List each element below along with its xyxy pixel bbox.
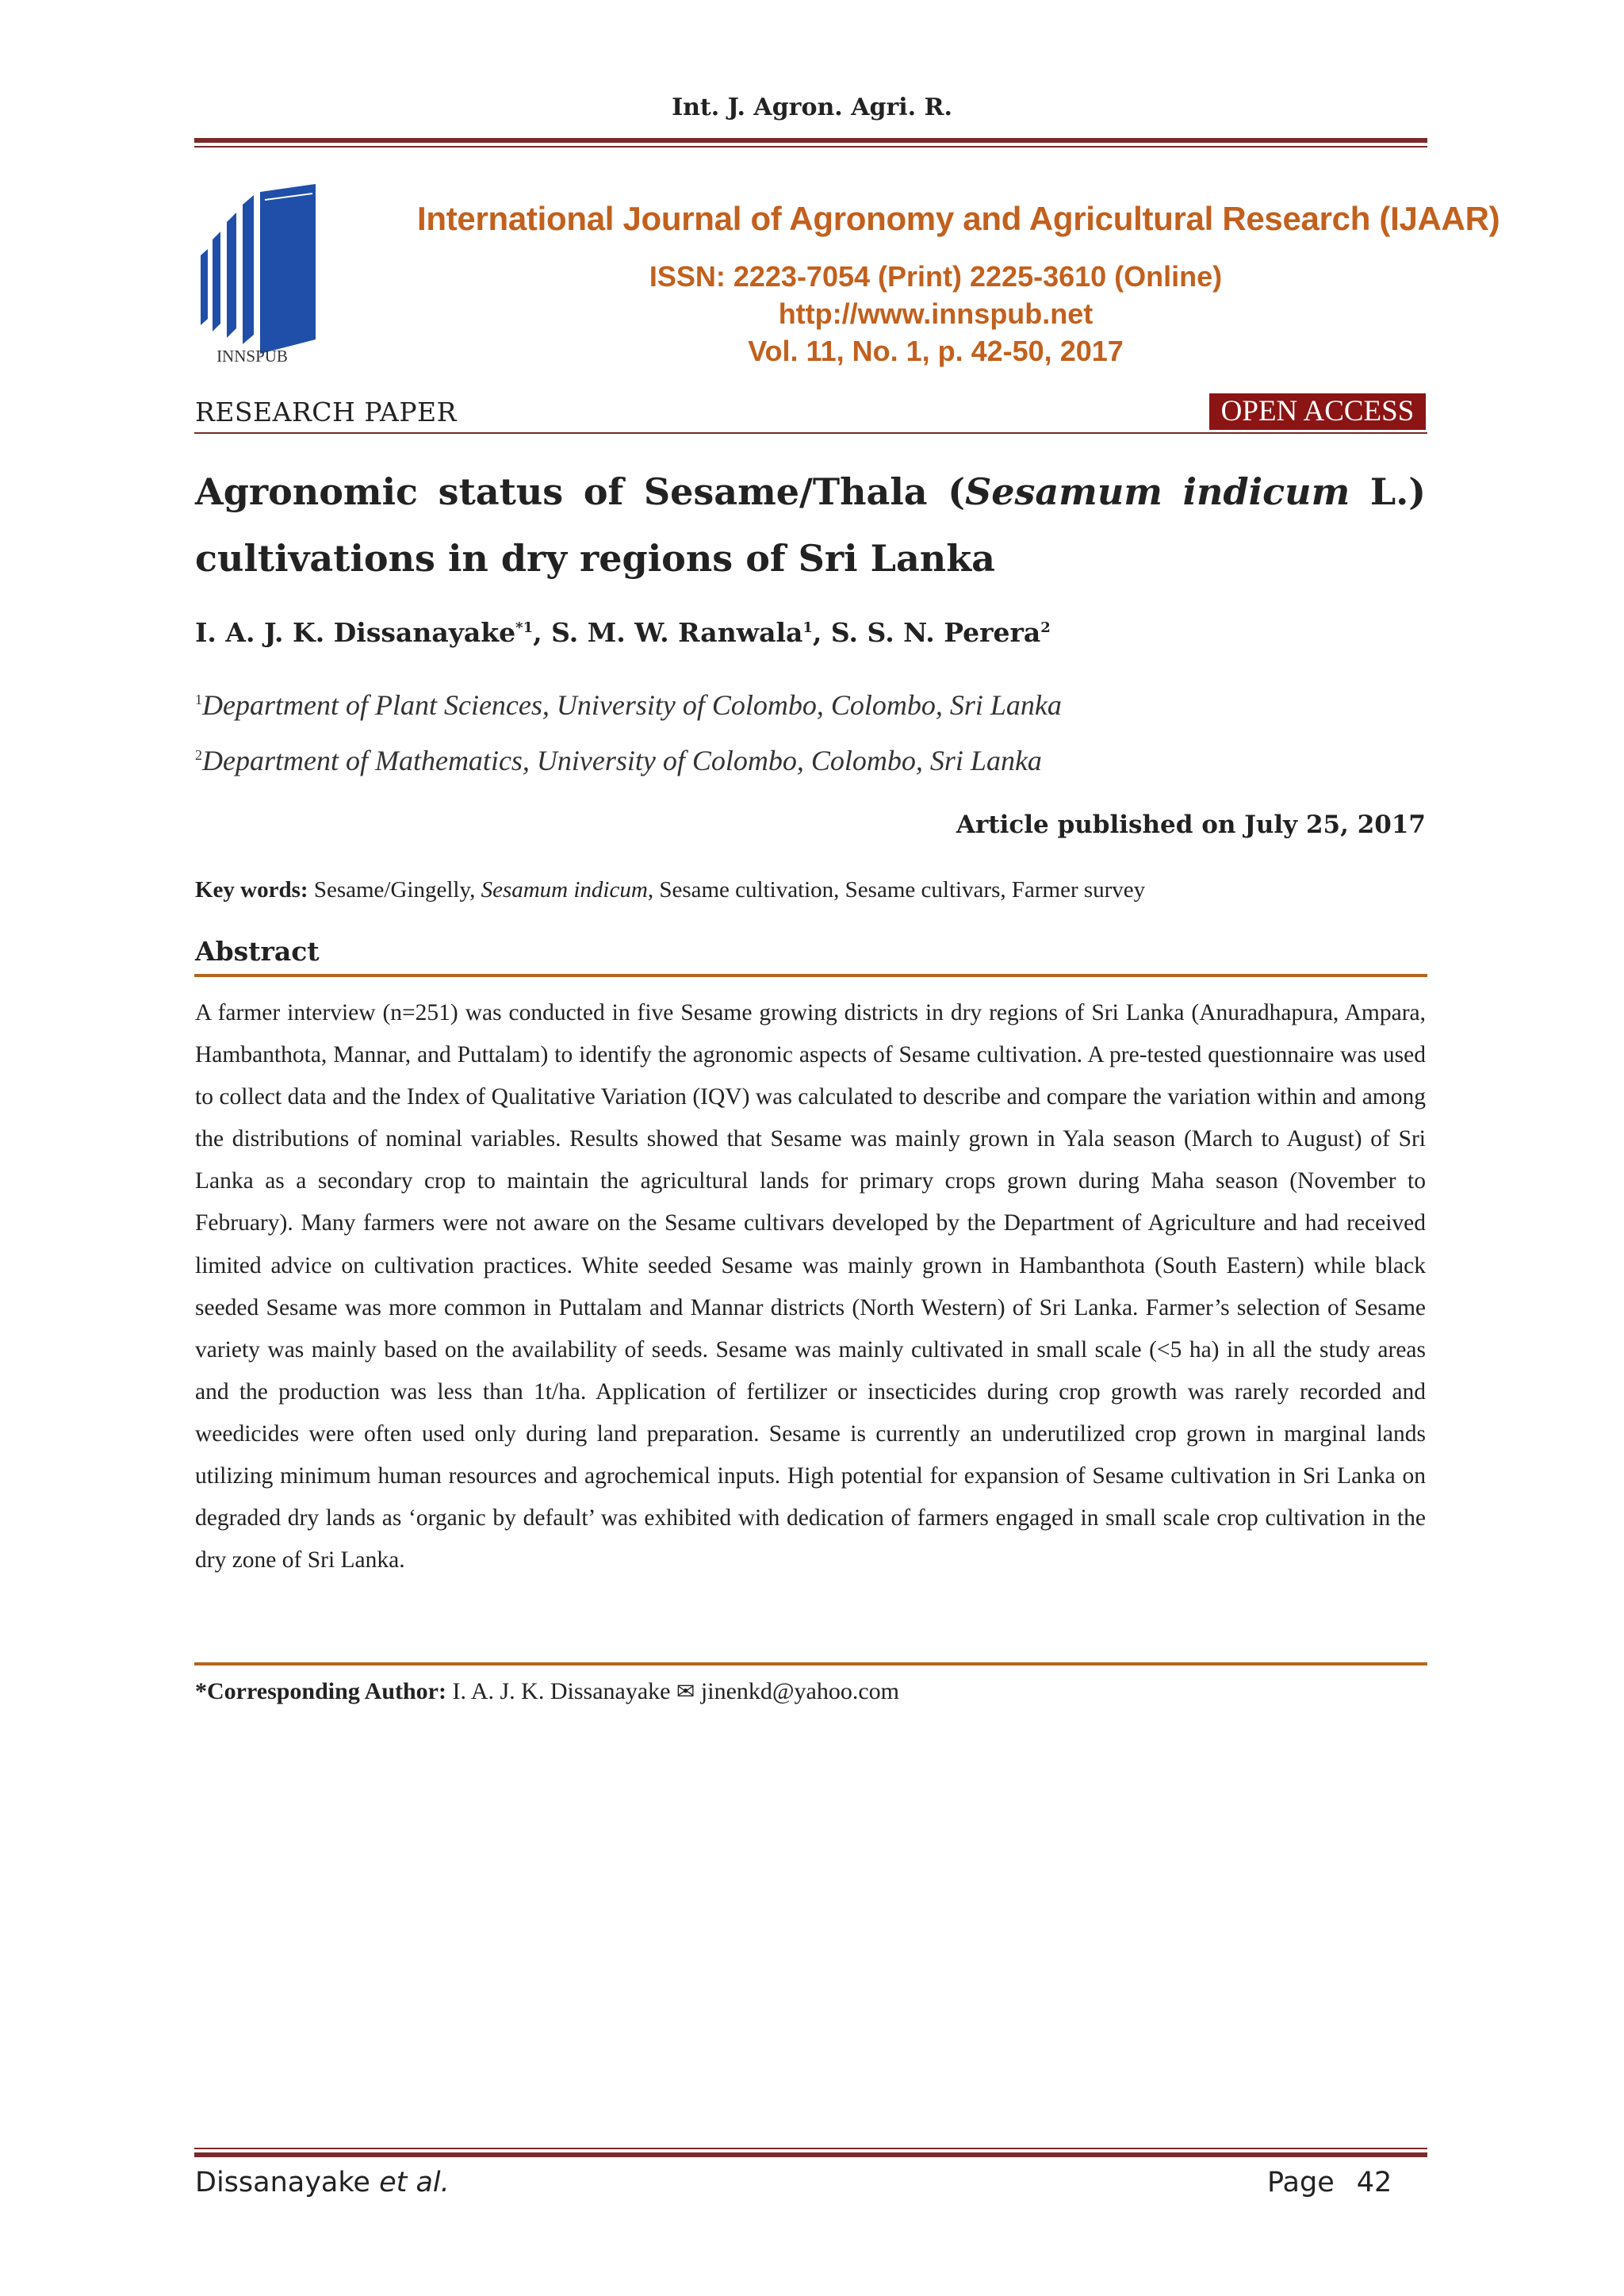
abstract-heading: Abstract — [195, 936, 320, 967]
corresponding-author — [195, 1678, 899, 1705]
header-rule — [194, 138, 1427, 143]
affiliation-1-text: Department of Plant Sciences, University of Colombo, Colombo, Sri Lanka — [202, 689, 1062, 721]
journal-title: International Journal of Agronomy and Agricultural Research (IJAAR) — [417, 200, 1500, 237]
corresponding-email[interactable]: jinenkd@yahoo.com — [695, 1678, 899, 1704]
footer-rule-thin — [194, 2148, 1427, 2149]
footer-page — [1267, 2167, 1392, 2198]
publisher-name: INNSPUB — [216, 347, 288, 366]
open-access-badge: OPEN ACCESS — [1209, 393, 1426, 430]
affiliation-2 — [195, 744, 1042, 777]
paper-title — [195, 458, 1426, 592]
author-2: , S. M. W. Ranwala — [533, 617, 803, 648]
footer-author-name: Dissanayake — [195, 2167, 380, 2198]
author-3: , S. S. N. Perera — [812, 617, 1041, 648]
title-part1: Agronomic status of Sesame/Thala ( — [195, 470, 965, 513]
affiliation-2-num: 2 — [195, 747, 202, 763]
header-rule-thin — [194, 146, 1427, 148]
title-latin: Sesamum indicum — [964, 470, 1350, 513]
paper-type: RESEARCH PAPER — [195, 397, 457, 427]
corresponding-name: I. A. J. K. Dissanayake — [446, 1678, 676, 1704]
title-part2: L.) cultivations in dry regions of Sri Lanka — [195, 470, 1427, 580]
abstract-body: A farmer interview (n=251) was conducted in five Sesame growing districts in dry regions of Sri Lanka (Anuradhapura, Ampara, Hambanthota, Mannar, and Puttalam) to identify the agronomic aspects of Sesame cultivation. A pre-tested questionnaire was used to collect data and the Index of Qualitative Variation (IQV) was calculated to describe and compare the variation within and among the distributions of nominal variables. Results showed that Sesame was mainly grown in Yala season (March to August) of Sri Lanka as a secondary crop to maintain the agricultural lands for primary crops grown during Maha season (November to February). Many farmers were not aware on the Sesame cultivars developed by the Department of Agriculture and had received limited advice on cultivation practices. White seeded Sesame was mainly grown in Hambanthota (South Eastern) while black seeded Sesame was more common in Puttalam and Mannar districts (North Western) of Sri Lanka. Farmer’s selection of Sesame variety was mainly based on the availability of seeds. Sesame was mainly cultivated in small scale (<5 ha) in all the study areas and the production was less than 1t/ha. Application of fertilizer or insecticides during crop growth was rarely recorded and weedicides were often used only during land preparation. Sesame is currently an underutilized crop grown in marginal lands utilizing minimum human resources and agrochemical inputs. High potential for expansion of Sesame cultivation in Sri Lanka on degraded dry lands as ‘organic by default’ was exhibited with dedication of farmers engaged in small scale crop cultivation in the dry zone of Sri Lanka. — [195, 1000, 1426, 1573]
affiliation-2-text: Department of Mathematics, University of Colombo, Colombo, Sri Lanka — [202, 745, 1042, 776]
affiliation-1 — [195, 688, 1062, 722]
abstract-bottom-rule — [194, 1662, 1427, 1665]
keywords-after: , Sesame cultivation, Sesame cultivars, Farmer survey — [647, 877, 1146, 903]
author-1: I. A. J. K. Dissanayake — [195, 617, 516, 648]
footer-etal: et al. — [379, 2167, 450, 2198]
footer-page-label: Page — [1267, 2167, 1335, 2198]
corresponding-label: Corresponding Author: — [207, 1678, 446, 1704]
author-list — [195, 617, 1051, 648]
corresponding-star: * — [195, 1678, 207, 1704]
footer-rule — [194, 2152, 1427, 2157]
abstract-top-rule — [194, 974, 1427, 977]
author-3-sup: 2 — [1040, 619, 1051, 636]
journal-url: http://www.innspub.net — [778, 297, 1094, 330]
author-1-sup: *1 — [515, 619, 534, 636]
journal-issn: ISSN: 2223-7054 (Print) 2225-3610 (Online) — [649, 260, 1223, 293]
footer-author — [195, 2167, 450, 2198]
author-2-sup: 1 — [802, 619, 813, 636]
running-head: Int. J. Agron. Agri. R. — [672, 94, 952, 121]
book-pages-icon — [197, 184, 324, 371]
keywords-latin: Sesamum indicum — [481, 877, 648, 903]
keywords — [195, 877, 1145, 903]
mail-icon: ✉ — [676, 1678, 695, 1704]
journal-volume: Vol. 11, No. 1, p. 42-50, 2017 — [748, 335, 1124, 367]
keywords-before: Sesame/Gingelly, — [308, 877, 481, 903]
footer-page-number: 42 — [1356, 2167, 1392, 2198]
published-date: Article published on July 25, 2017 — [956, 811, 1426, 839]
affiliation-1-num: 1 — [195, 692, 202, 707]
masthead-rule — [194, 432, 1427, 434]
keywords-label: Key words: — [195, 877, 308, 903]
